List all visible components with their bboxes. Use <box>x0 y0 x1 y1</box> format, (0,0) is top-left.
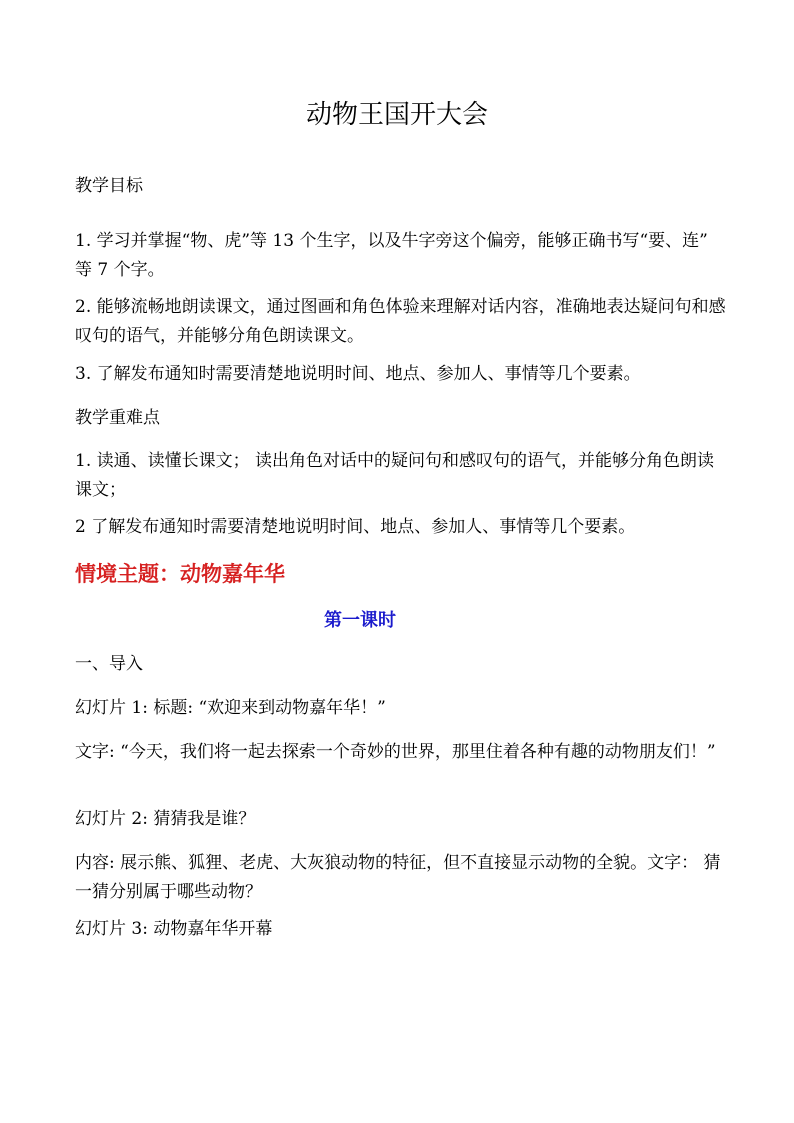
slide-2-content: 内容: 展示熊、狐狸、老虎、大灰狼动物的特征，但不直接显示动物的全貌。文字： 猜一猜分别属于哪些动物？ <box>75 853 721 902</box>
slide-3-title: 幻灯片 3: 动物嘉年华开幕 <box>75 919 273 939</box>
slide-1-title: 幻灯片 1: 标题: “欢迎来到动物嘉年华！” <box>75 698 386 718</box>
slide-2-title: 幻灯片 2: 猜猜我是谁？ <box>75 809 256 829</box>
key-point-item-2: 2 了解发布通知时需要清楚地说明时间、地点、参加人、事情等几个要素。 <box>75 517 636 537</box>
goals-heading: 教学目标 <box>75 176 143 196</box>
document-title: 动物王国开大会 <box>305 100 488 130</box>
section-heading: 一、导入 <box>75 654 143 674</box>
goal-item-1: 1. 学习并掌握“物、虎”等 13 个生字，以及牛字旁这个偏旁，能够正确书写“要、连” 等 7 个字。 <box>75 231 708 280</box>
key-point-item-1: 1. 读通、读懂长课文； 读出角色对话中的疑问句和感叹句的语气，并能够分角色朗读课文； <box>75 451 715 500</box>
goal-item-2: 2. 能够流畅地朗读课文，通过图画和角色体验来理解对话内容，准确地表达疑问句和感叹句的语气，并能够分角色朗读课文。 <box>75 297 726 346</box>
goal-item-3: 3. 了解发布通知时需要清楚地说明时间、地点、参加人、事情等几个要素。 <box>75 364 641 384</box>
lesson-heading: 第一课时 <box>324 610 396 631</box>
theme-heading: 情境主题：动物嘉年华 <box>75 562 285 586</box>
slide-1-text: 文字: “今天，我们将一起去探索一个奇妙的世界，那里住着各种有趣的动物朋友们！” <box>75 742 716 762</box>
key-points-heading: 教学重难点 <box>75 408 160 428</box>
